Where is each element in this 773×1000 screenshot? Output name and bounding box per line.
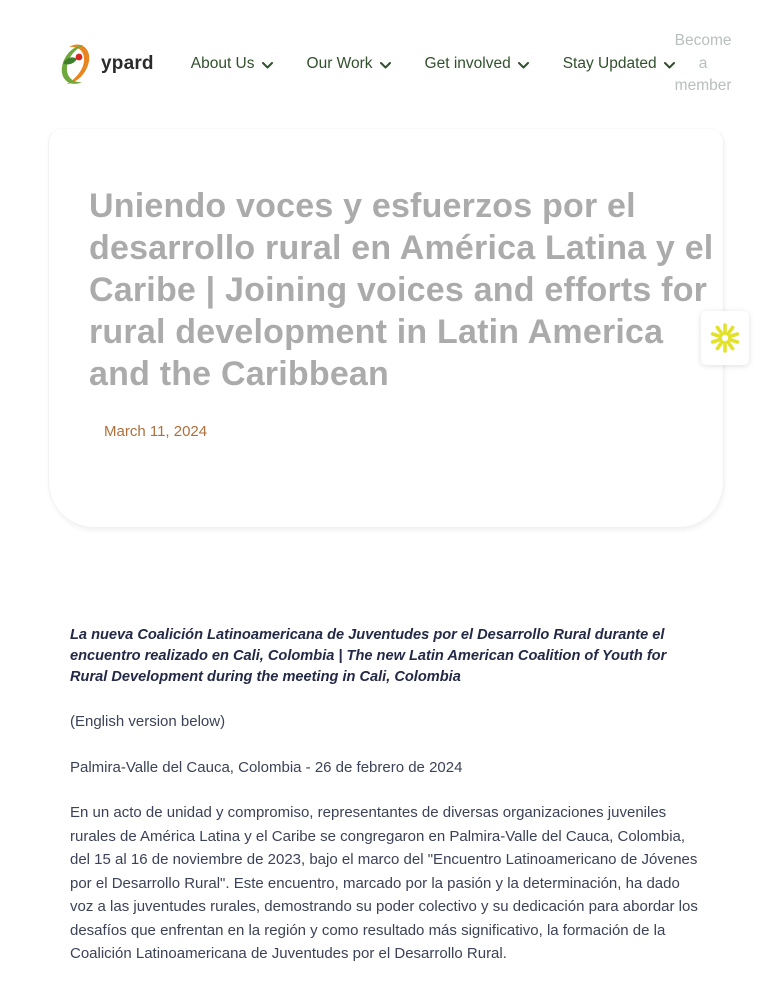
- nav-item-get-involved[interactable]: [425, 54, 529, 74]
- logo-wordmark: ypard: [101, 53, 154, 74]
- paragraph-main: En un acto de unidad y compromiso, representantes de diversas organizaciones juveniles rurales de América Latina y el Caribe se congregaron en Palmira-Valle del Cauca, Colombia, del 15 al 16 de noviembre de 2023, bajo el marco del "Encuentro Latinoamericano de Jóvenes por el Desarrollo Rural". Este encuentro, marcado por la pasión y la determinación, ha dado voz a las juventudes rurales, demostrando su poder colectivo y su dedicación para abordar los desafíos que enfrentan en la región y como resultado más significativo, la formación de la Coalición Latinoamericana de Juventudes por el Desarrollo Rural.: [70, 804, 698, 962]
- ypard-logo-icon: [55, 41, 99, 87]
- ypard-logo[interactable]: [55, 41, 154, 87]
- publish-date: March 11, 2024: [104, 423, 208, 440]
- floating-widget-button[interactable]: [701, 311, 749, 365]
- nav-label-get-involved: Get involved: [424, 55, 511, 72]
- page-title: Uniendo voces y esfuerzos por el desarrollo rural en América Latina y el Caribe | Joining voices and efforts for rural development in Latin America and the Caribbean: [89, 187, 714, 393]
- paragraph-english-note: (English version below): [70, 713, 226, 730]
- nav-item-our-work[interactable]: [307, 54, 391, 74]
- chevron-down-icon: [664, 56, 675, 74]
- nav-item-about-us[interactable]: [191, 54, 273, 74]
- nav-label-about-us: About Us: [190, 55, 255, 72]
- nav-label-stay-updated: Stay Updated: [562, 55, 657, 72]
- image-caption: La nueva Coalición Latinoamericana de Juventudes por el Desarrollo Rural durante el encuentro realizado en Cali, Colombia | The new Latin American Coalition of Youth for Rural Development during the meeting in Cali, Colombia: [70, 627, 667, 685]
- site-header: [0, 0, 773, 128]
- chevron-down-icon: [518, 56, 529, 74]
- article-body: [70, 625, 706, 966]
- hero-card: [48, 128, 724, 528]
- nav-item-stay-updated[interactable]: [563, 54, 675, 74]
- main-nav: [191, 54, 675, 74]
- chevron-down-icon: [380, 56, 391, 74]
- paragraph-dateline: Palmira-Valle del Cauca, Colombia - 26 de febrero de 2024: [70, 758, 463, 776]
- chevron-down-icon: [262, 56, 273, 74]
- become-a-member-link[interactable]: Become a member: [674, 32, 732, 95]
- asterisk-burst-icon: [709, 322, 741, 354]
- nav-label-our-work: Our Work: [306, 55, 373, 72]
